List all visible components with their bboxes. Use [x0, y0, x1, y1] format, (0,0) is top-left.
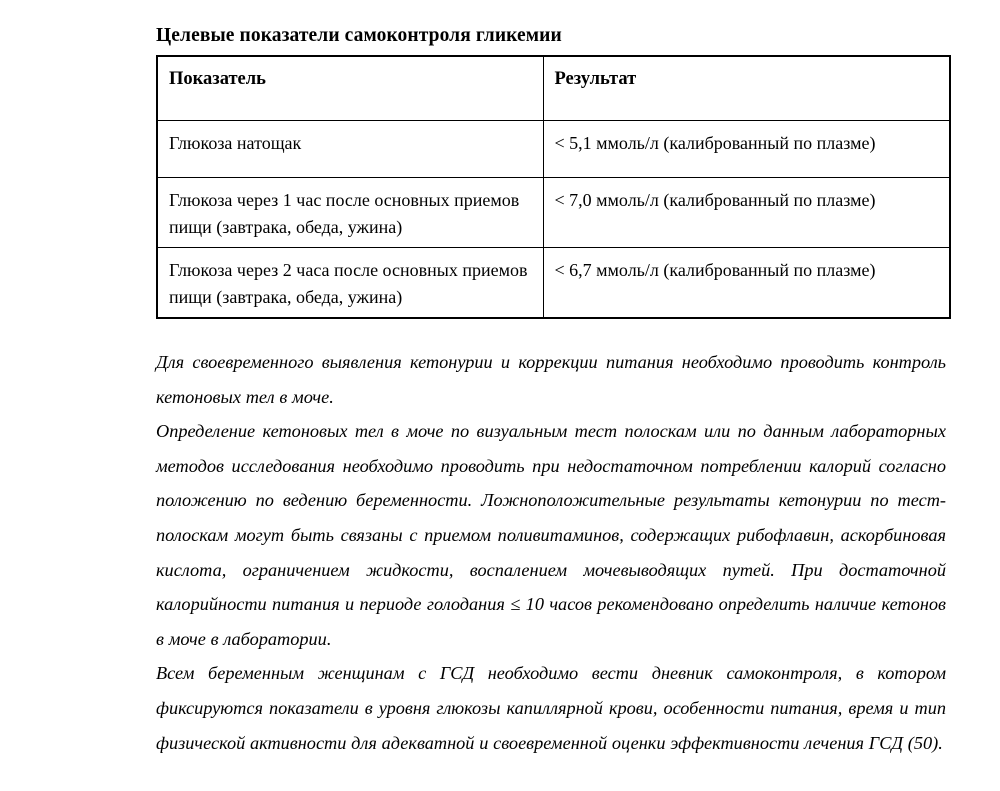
paragraph-ketone-determination: Определение кетоновых тел в моче по визуальным тест полоскам или по данным лабораторных методов исследования необходимо проводить при недостаточном потреблении калорий согласно положению по ведению беременности. Ложноположительные результаты кетонурии по тест-полоскам могут быть связаны с приемом поливитаминов, содержащих рибофлавин, аскорбиновая кислота, ограничением жидкости, воспалением мочевыводящих путей. При достаточной калорийности питания и периоде голодания ≤ 10 часов рекомендовано определить наличие кетонов в моче в лаборатории.: [156, 421, 946, 649]
column-header-result: Результат: [543, 56, 950, 121]
cell-indicator: Глюкоза через 1 час после основных приемов пищи (завтрака, обеда, ужина): [157, 178, 543, 248]
column-header-indicator: Показатель: [157, 56, 543, 121]
body-text: [156, 345, 946, 760]
cell-result: < 6,7 ммоль/л (калиброванный по плазме): [543, 248, 950, 319]
page-title: Целевые показатели самоконтроля гликемии: [156, 25, 562, 46]
cell-indicator: Глюкоза натощак: [157, 121, 543, 178]
table-row: [157, 121, 950, 178]
table-row: [157, 178, 950, 248]
cell-result: < 7,0 ммоль/л (калиброванный по плазме): [543, 178, 950, 248]
cell-result: < 5,1 ммоль/л (калиброванный по плазме): [543, 121, 950, 178]
table-header-row: [157, 56, 950, 121]
table-row: [157, 248, 950, 319]
paragraph-selfcontrol-diary: Всем беременным женщинам с ГСД необходимо вести дневник самоконтроля, в котором фиксируются показатели в уровня глюкозы капиллярной крови, особенности питания, время и тип физической активности для адекватной и своевременной оценки эффективности лечения ГСД (50).: [156, 663, 946, 753]
glycemia-targets-table: [156, 55, 951, 319]
cell-indicator: Глюкоза через 2 часа после основных приемов пищи (завтрака, обеда, ужина): [157, 248, 543, 319]
paragraph-ketonuria-monitoring: Для своевременного выявления кетонурии и коррекции питания необходимо проводить контроль кетоновых тел в моче.: [156, 352, 946, 407]
document-page: [156, 0, 949, 760]
